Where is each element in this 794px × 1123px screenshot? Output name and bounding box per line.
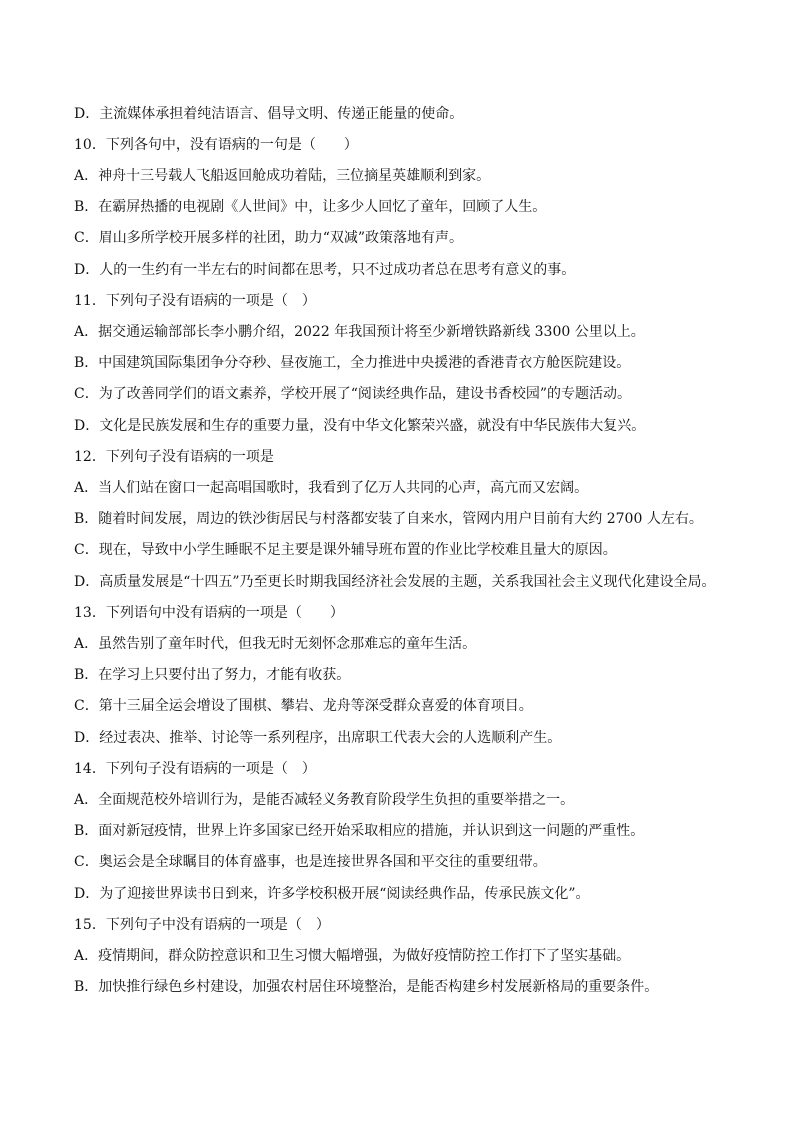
q10-option-c: C．眉山多所学校开展多样的社团，助力“双减”政策落地有声。: [74, 230, 464, 246]
q14-option-c: C．奥运会是全球瞩目的体育盛事，也是连接世界各国和平交往的重要纽带。: [74, 854, 547, 870]
q12-option-d: D．高质量发展是“十四五”乃至更长时期我国经济社会发展的主题，关系我国社会主义现代化建设全局。: [74, 574, 716, 590]
q15-stem: 15．下列句子中没有语病的一项是（ ）: [74, 917, 330, 933]
q12-option-b: B．随着时间发展，周边的铁沙街居民与村落都安装了自来水，管网内用户目前有大约 2700 人左右。: [74, 511, 703, 527]
q11-option-d: D．文化是民族发展和生存的重要力量，没有中华文化繁荣兴盛，就没有中华民族伟大复兴。: [74, 418, 646, 434]
q13-option-a: A．虽然告别了童年时代，但我无时无刻怀念那难忘的童年生活。: [74, 636, 477, 652]
q9-option-d: D．主流媒体承担着纯洁语言、倡导文明、传递正能量的使命。: [74, 106, 464, 122]
q13-option-d: D．经过表决、推举、讨论等一系列程序，出席职工代表大会的人选顺利产生。: [74, 730, 562, 746]
q11-option-a: A．据交通运输部部长李小鹏介绍，2022 年我国预计将至少新增铁路新线 3300 公里以上。: [74, 324, 645, 340]
q12-option-a: A．当人们站在窗口一起高唱国歌时，我看到了亿万人共同的心声，高亢而又宏阔。: [74, 480, 589, 496]
q10-stem: 10．下列各句中，没有语病的一句是（ ）: [74, 137, 358, 153]
q15-option-a: A．疫情期间，群众防控意识和卫生习惯大幅增强，为做好疫情防控工作打下了坚实基础。: [74, 948, 631, 964]
q14-option-d: D．为了迎接世界读书日到来，许多学校积极开展“阅读经典作品，传承民族文化”。: [74, 886, 590, 902]
q12-stem: 12．下列句子没有语病的一项是: [74, 449, 274, 465]
q10-option-d: D．人的一生约有一半左右的时间都在思考，只不过成功者总在思考有意义的事。: [74, 262, 576, 278]
q10-option-b: B．在霸屏热播的电视剧《人世间》中，让多少人回忆了童年，回顾了人生。: [74, 199, 547, 215]
q13-option-b: B．在学习上只要付出了努力，才能有收获。: [74, 667, 351, 683]
q15-option-b: B．加快推行绿色乡村建设，加强农村居住环境整治，是能否构建乡村发展新格局的重要条件。: [74, 979, 659, 995]
q14-stem: 14．下列句子没有语病的一项是（ ）: [74, 761, 316, 777]
q13-option-c: C．第十三届全运会增设了围棋、攀岩、龙舟等深受群众喜爱的体育项目。: [74, 698, 533, 714]
q11-option-b: B．中国建筑国际集团争分夺秒、昼夜施工，全力推进中央援港的香港青衣方舱医院建设。: [74, 355, 631, 371]
q13-stem: 13．下列语句中没有语病的一项是（ ）: [74, 605, 344, 621]
q11-option-c: C．为了改善同学们的语文素养，学校开展了“阅读经典作品，建设书香校园”的专题活动。: [74, 386, 632, 402]
q14-option-b: B．面对新冠疫情，世界上许多国家已经开始采取相应的措施，并认识到这一问题的严重性。: [74, 823, 645, 839]
q11-stem: 11．下列句子没有语病的一项是（ ）: [74, 293, 316, 309]
q10-option-a: A．神舟十三号载人飞船返回舱成功着陆，三位摘星英雄顺利到家。: [74, 168, 491, 184]
q14-option-a: A．全面规范校外培训行为，是能否减轻义务教育阶段学生负担的重要举措之一。: [74, 792, 575, 808]
q12-option-c: C．现在，导致中小学生睡眠不足主要是课外辅导班布置的作业比学校难且量大的原因。: [74, 542, 617, 558]
